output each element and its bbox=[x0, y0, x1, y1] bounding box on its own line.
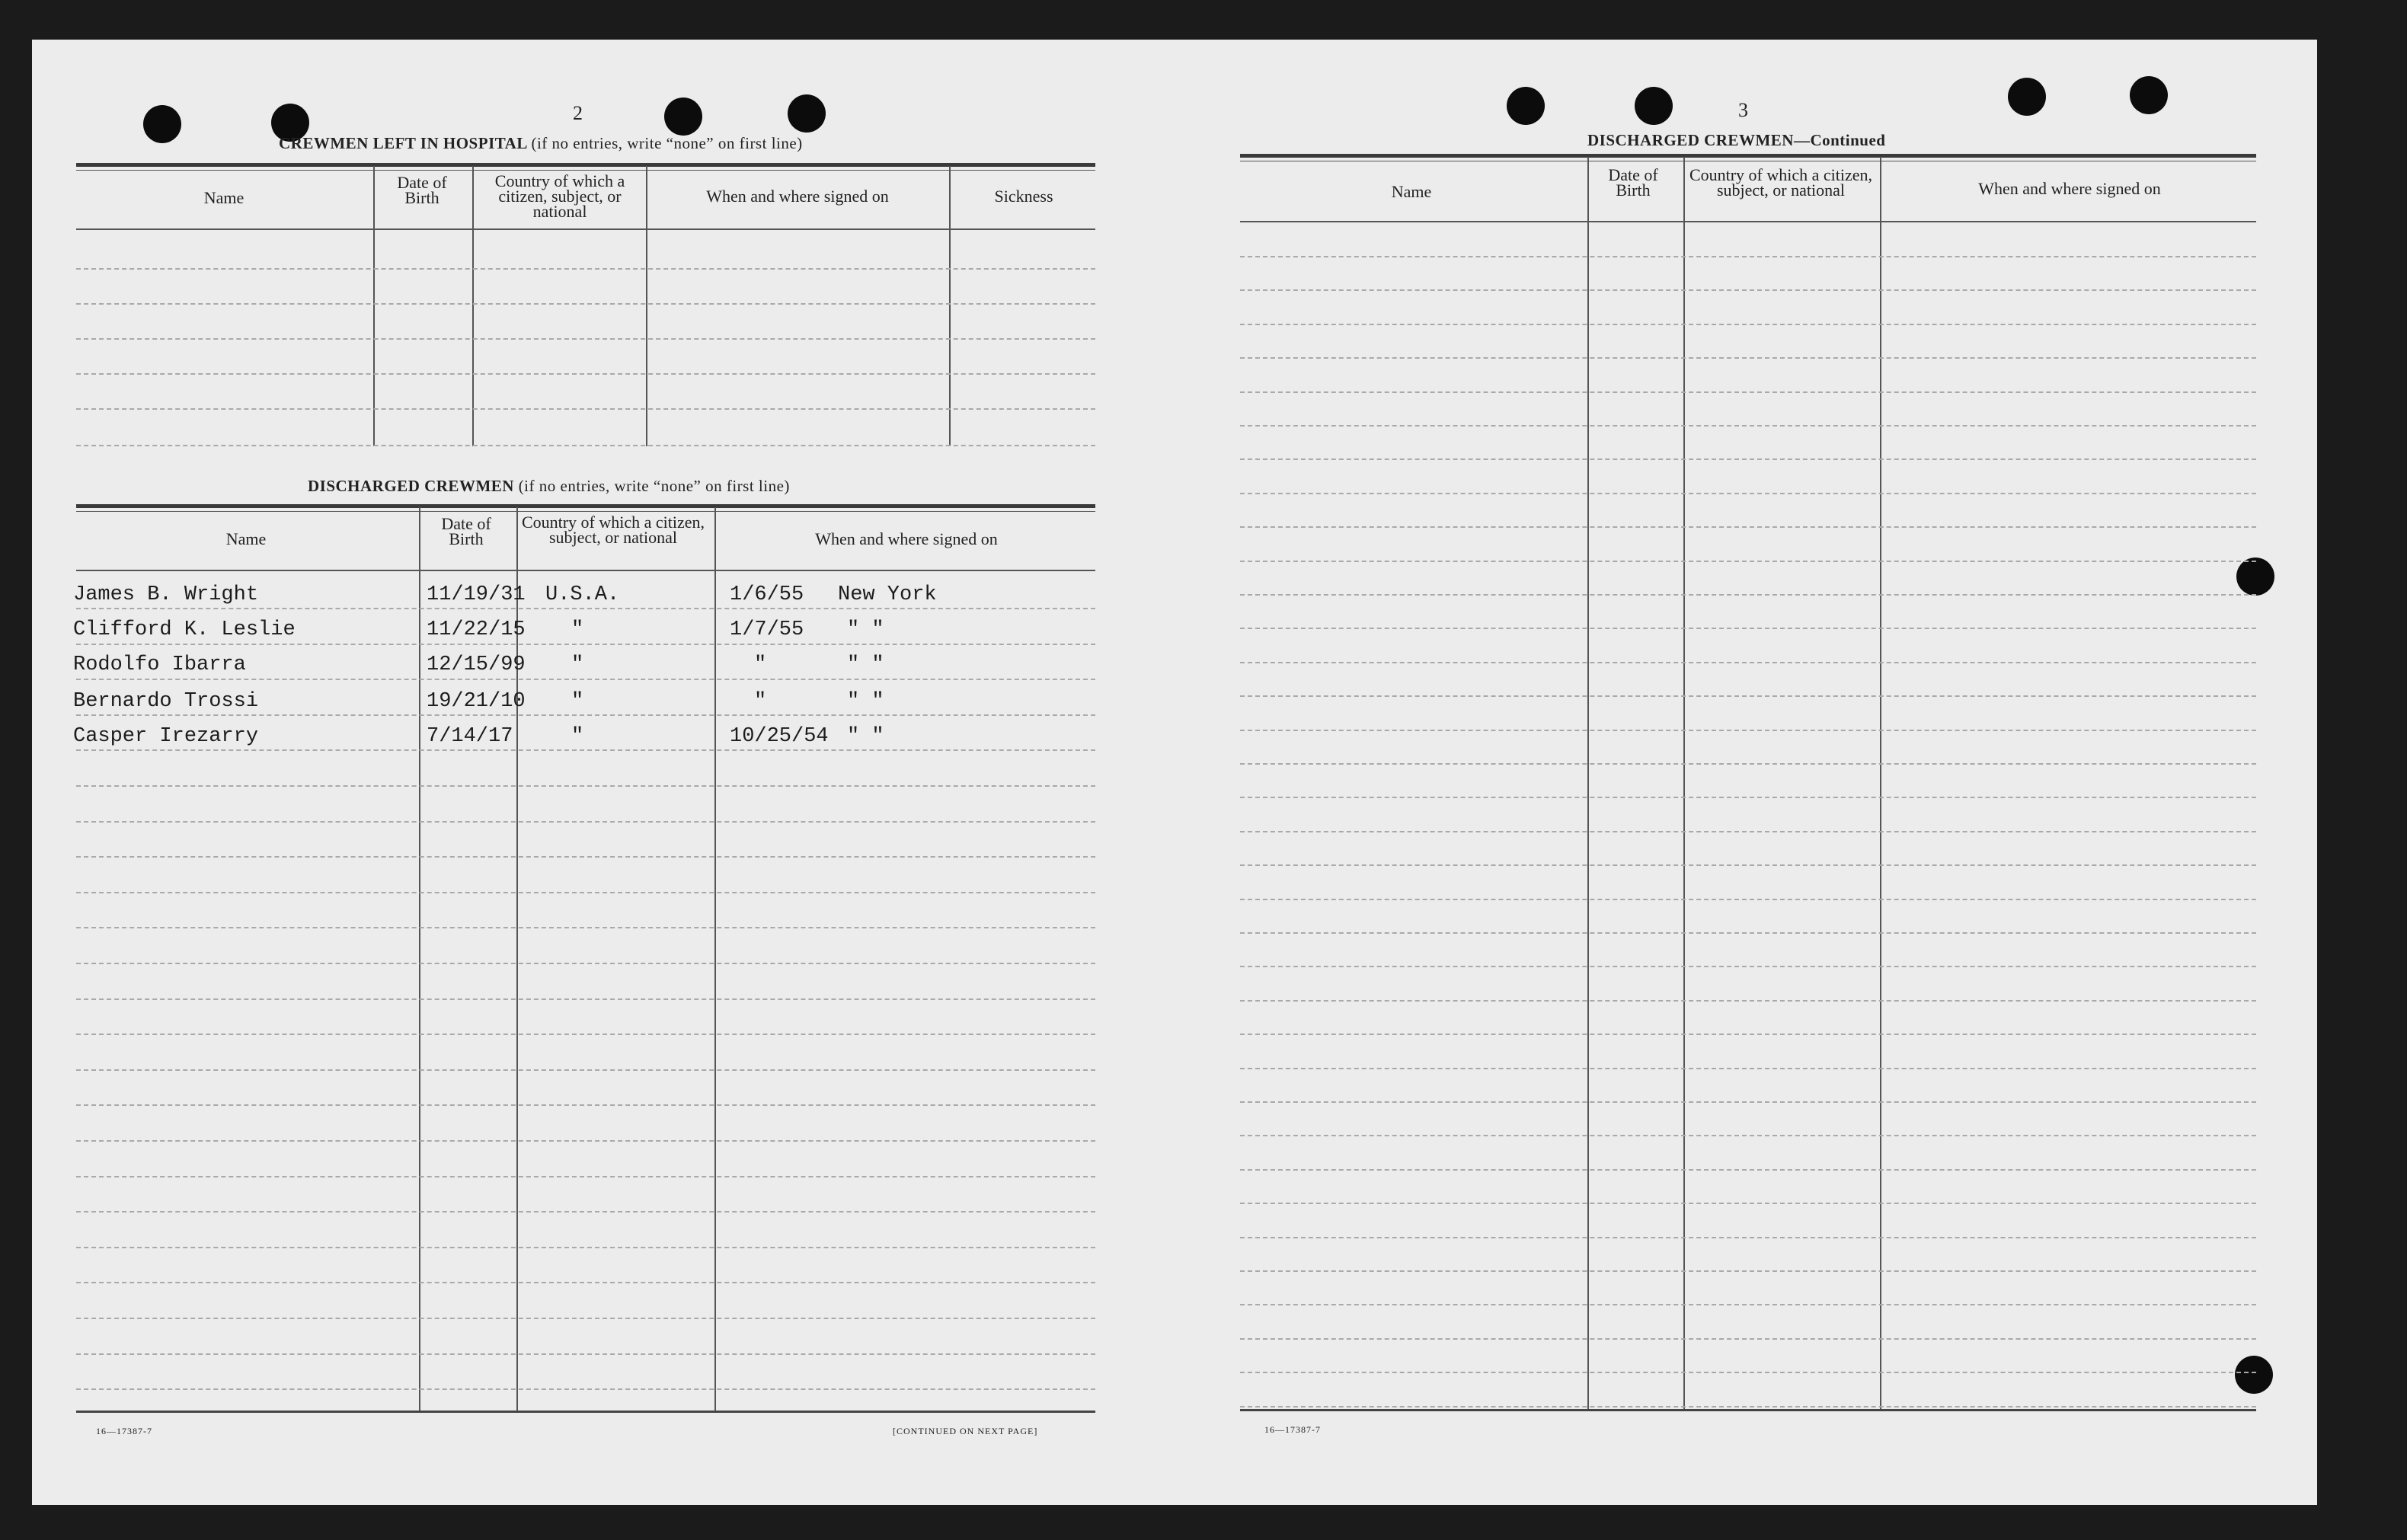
entry-line bbox=[1240, 1406, 2256, 1407]
right-page-number: 3 bbox=[1738, 99, 1748, 121]
hospital-title: CREWMEN LEFT IN HOSPITAL bbox=[279, 134, 527, 152]
entry-line bbox=[1240, 932, 2256, 934]
punch-hole bbox=[143, 105, 181, 143]
entry-line bbox=[76, 821, 1095, 823]
entry-line bbox=[1240, 966, 2256, 967]
right-bottom-rule bbox=[1240, 1409, 2256, 1411]
entry-line bbox=[76, 1353, 1095, 1355]
hospital-column-divider bbox=[646, 166, 647, 446]
discharged-section-title bbox=[308, 477, 790, 496]
entry-line bbox=[76, 1211, 1095, 1213]
entry-line bbox=[76, 1069, 1095, 1071]
entry-line bbox=[1240, 1203, 2256, 1204]
right-header-dob: Date of Birth bbox=[1608, 165, 1658, 200]
discharged-row-where: " " bbox=[847, 690, 884, 713]
hospital-section-title bbox=[279, 134, 803, 153]
hospital-entry-line bbox=[76, 445, 1095, 446]
discharged-row-dob: 19/21/10 bbox=[427, 690, 526, 713]
discharged-row-name: Casper Irezarry bbox=[73, 725, 259, 748]
hospital-column-divider bbox=[373, 166, 375, 446]
entry-line bbox=[1240, 526, 2256, 528]
discharged-header-rule bbox=[76, 570, 1095, 571]
right-header-country: Country of which a citizen, subject, or national bbox=[1689, 165, 1873, 200]
entry-line bbox=[1240, 899, 2256, 900]
entry-line bbox=[1240, 493, 2256, 494]
entry-line bbox=[1240, 628, 2256, 629]
right-header-rule bbox=[1240, 221, 2256, 222]
discharged-row-where: " " bbox=[847, 618, 884, 641]
right-column-divider bbox=[1587, 157, 1589, 1411]
entry-line bbox=[1240, 730, 2256, 731]
discharged-row-name: Rodolfo Ibarra bbox=[73, 653, 246, 676]
discharged-row-dob: 11/22/15 bbox=[427, 618, 526, 641]
hospital-entry-line bbox=[76, 338, 1095, 340]
hospital-column-divider bbox=[472, 166, 474, 446]
discharged-row-country: " bbox=[571, 653, 584, 676]
hospital-header-name: Name bbox=[203, 188, 245, 207]
entry-line bbox=[76, 1388, 1095, 1390]
discharged-row-when: 1/7/55 bbox=[730, 618, 804, 641]
entry-line bbox=[1240, 1101, 2256, 1103]
discharged-top-rule-thin bbox=[76, 511, 1095, 512]
entry-line bbox=[1240, 425, 2256, 427]
entry-line bbox=[76, 963, 1095, 964]
entry-line bbox=[76, 1282, 1095, 1283]
punch-hole bbox=[1635, 87, 1673, 125]
entry-line bbox=[1240, 1068, 2256, 1069]
right-form-number: 16—17387-7 bbox=[1264, 1424, 1321, 1435]
entry-line bbox=[76, 1247, 1095, 1248]
entry-line bbox=[76, 892, 1095, 893]
discharged-row-dob: 7/14/17 bbox=[427, 725, 513, 748]
discharged-row-name: Clifford K. Leslie bbox=[73, 618, 296, 641]
discharged-header-dob: Date of Birth bbox=[441, 514, 491, 548]
entry-line bbox=[1240, 1372, 2256, 1373]
entry-line bbox=[76, 1104, 1095, 1106]
entry-line bbox=[76, 1034, 1095, 1035]
entry-line bbox=[1240, 864, 2256, 866]
entry-line bbox=[1240, 831, 2256, 832]
discharged-header-name: Name bbox=[225, 529, 267, 548]
discharged-header-country: Country of which a citizen, subject, or national bbox=[521, 513, 705, 547]
discharged-row-where: New York bbox=[838, 583, 937, 606]
entry-line bbox=[1240, 1000, 2256, 1002]
entry-line bbox=[1240, 763, 2256, 765]
discharged-row-country: " bbox=[571, 618, 584, 641]
punch-hole bbox=[1507, 87, 1545, 125]
discharged-row-when: " bbox=[754, 690, 767, 713]
hospital-header-country: Country of which a citizen, subject, or national bbox=[494, 171, 625, 221]
entry-line bbox=[76, 856, 1095, 858]
punch-hole bbox=[788, 94, 826, 133]
right-title-suffix: —Continued bbox=[1793, 131, 1886, 149]
entry-line bbox=[76, 927, 1095, 928]
discharged-row-country: U.S.A. bbox=[545, 583, 620, 606]
entry-line bbox=[1240, 324, 2256, 325]
left-page-number: 2 bbox=[573, 102, 583, 124]
entry-line bbox=[76, 679, 1095, 680]
right-header-name: Name bbox=[1391, 182, 1432, 201]
discharged-bottom-rule bbox=[76, 1411, 1095, 1413]
hospital-header-signed-on: When and where signed on bbox=[706, 187, 889, 206]
entry-line bbox=[1240, 1169, 2256, 1171]
entry-line bbox=[1240, 1304, 2256, 1305]
discharged-row-when: " bbox=[754, 653, 767, 676]
entry-line bbox=[1240, 1135, 2256, 1136]
entry-line bbox=[76, 1318, 1095, 1319]
hospital-entry-line bbox=[76, 408, 1095, 410]
discharged-row-name: James B. Wright bbox=[73, 583, 259, 606]
punch-hole bbox=[2235, 1356, 2273, 1394]
right-column-divider bbox=[1880, 157, 1881, 1411]
entry-line bbox=[76, 644, 1095, 645]
entry-line bbox=[76, 608, 1095, 609]
entry-line bbox=[1240, 1338, 2256, 1340]
right-column-divider bbox=[1683, 157, 1685, 1411]
hospital-header-rule bbox=[76, 228, 1095, 230]
hospital-column-divider bbox=[949, 166, 951, 446]
hospital-entry-line bbox=[76, 373, 1095, 375]
right-section-title bbox=[1587, 131, 1885, 150]
discharged-row-when: 10/25/54 bbox=[730, 725, 829, 748]
hospital-entry-line bbox=[76, 303, 1095, 305]
discharged-title: DISCHARGED CREWMEN bbox=[308, 477, 514, 495]
discharged-row-where: " " bbox=[847, 653, 884, 676]
entry-line bbox=[76, 749, 1095, 751]
discharged-row-name: Bernardo Trossi bbox=[73, 690, 259, 713]
punch-hole bbox=[2130, 76, 2168, 114]
entry-line bbox=[1240, 289, 2256, 291]
discharged-row-dob: 11/19/31 bbox=[427, 583, 526, 606]
discharged-header-signed-on: When and where signed on bbox=[815, 529, 998, 548]
entry-line bbox=[1240, 797, 2256, 798]
continued-note: [CONTINUED ON NEXT PAGE] bbox=[893, 1426, 1038, 1436]
entry-line bbox=[1240, 695, 2256, 697]
entry-line bbox=[1240, 594, 2256, 596]
discharged-row-country: " bbox=[571, 690, 584, 713]
entry-line bbox=[1240, 357, 2256, 359]
entry-line bbox=[76, 785, 1095, 787]
entry-line bbox=[76, 714, 1095, 716]
punch-hole bbox=[664, 97, 702, 136]
entry-line bbox=[76, 998, 1095, 1000]
document-paper bbox=[32, 40, 2317, 1505]
right-title: DISCHARGED CREWMEN bbox=[1587, 131, 1794, 149]
punch-hole bbox=[2008, 78, 2046, 116]
entry-line bbox=[1240, 561, 2256, 562]
entry-line bbox=[1240, 662, 2256, 663]
entry-line bbox=[1240, 1270, 2256, 1272]
entry-line bbox=[1240, 391, 2256, 393]
entry-line bbox=[1240, 1034, 2256, 1035]
hospital-note: (if no entries, write “none” on first line) bbox=[531, 134, 803, 152]
discharged-row-when: 1/6/55 bbox=[730, 583, 804, 606]
discharged-top-rule bbox=[76, 504, 1095, 508]
entry-line bbox=[76, 1140, 1095, 1142]
punch-hole bbox=[2236, 558, 2274, 596]
hospital-top-rule bbox=[76, 163, 1095, 167]
right-top-rule bbox=[1240, 154, 2256, 158]
entry-line bbox=[76, 1176, 1095, 1177]
hospital-top-rule-thin bbox=[76, 170, 1095, 171]
entry-line bbox=[1240, 458, 2256, 460]
hospital-header-sickness: Sickness bbox=[994, 187, 1053, 206]
left-form-number: 16—17387-7 bbox=[96, 1426, 152, 1436]
discharged-row-country: " bbox=[571, 725, 584, 748]
discharged-row-where: " " bbox=[847, 725, 884, 748]
right-header-signed-on: When and where signed on bbox=[1978, 179, 2161, 198]
discharged-note: (if no entries, write “none” on first line) bbox=[518, 477, 790, 495]
discharged-row-dob: 12/15/99 bbox=[427, 653, 526, 676]
hospital-header-dob: Date of Birth bbox=[397, 173, 447, 207]
entry-line bbox=[1240, 1237, 2256, 1238]
entry-line bbox=[1240, 256, 2256, 257]
hospital-entry-line bbox=[76, 268, 1095, 270]
